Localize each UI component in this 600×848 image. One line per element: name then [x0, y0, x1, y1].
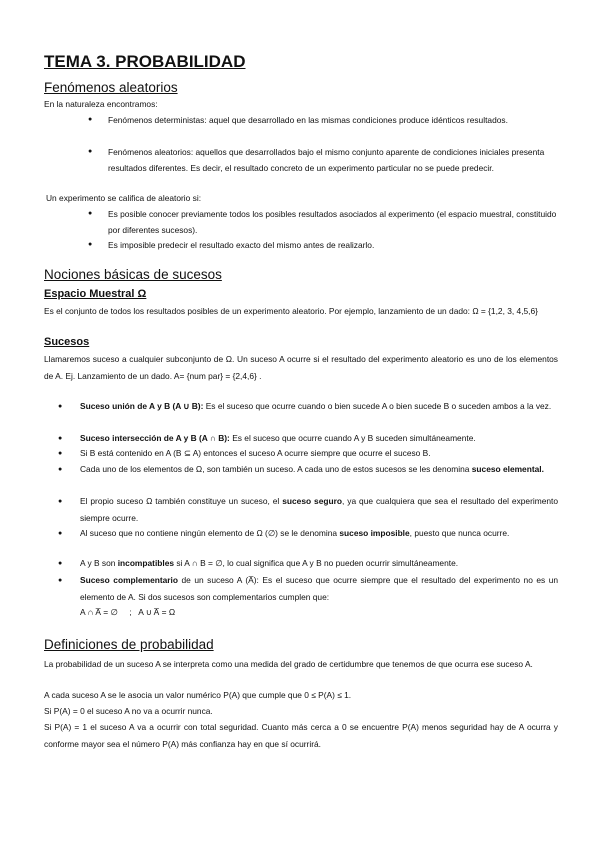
paragraph: Llamaremos suceso a cualquier subconjunto de Ω. Un suceso A ocurre si el resultado del experimento aleatorio es uno de los elementos de A. Ej. Lanzamiento de un dado. A= {num par} = {2,4,6} . — [44, 354, 558, 381]
heading-definiciones: Definiciones de probabilidad — [44, 637, 214, 652]
page-title: TEMA 3. PROBABILIDAD — [44, 52, 246, 71]
list-item: ● Es posible conocer previamente todos los posibles resultados asociados al experimento (el espacio muestral, constituido por diferentes sucesos). — [108, 206, 558, 238]
paragraph: La probabilidad de un suceso A se interpreta como una medida del grado de certidumbre que tenemos de que ocurra ese suceso A. — [44, 659, 533, 669]
heading-sucesos: Sucesos — [44, 336, 90, 348]
list-item: ● Fenómenos deterministas: aquel que desarrollado en las mismas condiciones produce idénticos resultados. — [108, 112, 558, 128]
heading-espacio-muestral: Espacio Muestral Ω — [44, 288, 147, 300]
list-item: ● Cada uno de los elementos de Ω, son también un suceso. A cada uno de estos sucesos se les denomina suceso elemental. — [80, 461, 558, 478]
list-item: ● Fenómenos aleatorios: aquellos que desarrollados bajo el mismo conjunto aparente de condiciones iniciales presenta resultados diferentes. Es decir, el resultado concreto de un experimento particular no se puede predecir. — [108, 144, 558, 176]
paragraph: A cada suceso A se le asocia un valor numérico P(A) que cumple que 0 ≤ P(A) ≤ 1. — [44, 690, 352, 700]
formula: A ∩ A̅ = ∅ ; A ∪ A̅ = Ω — [80, 607, 176, 617]
paragraph: Un experimento se califica de aleatorio si: — [46, 193, 202, 203]
heading-fenomenos: Fenómenos aleatorios — [44, 80, 178, 95]
list-item: ● Suceso unión de A y B (A ∪ B): Es el suceso que ocurre cuando o bien sucede A o bien sucede B o suceden ambos a la vez. — [80, 398, 558, 415]
paragraph: Si P(A) = 0 el suceso A no va a ocurrir nunca. — [44, 706, 213, 716]
list-item: ● El propio suceso Ω también constituye un suceso, el suceso seguro, ya que cualquiera que sea el resultado del experimento siempre ocurre. — [80, 493, 558, 527]
list-item: ● Al suceso que no contiene ningún elemento de Ω (∅) se le denomina suceso imposible, puesto que nunca ocurre. — [80, 525, 558, 542]
list-item: ● Suceso intersección de A y B (A ∩ B): Es el suceso que ocurre cuando A y B suceden simultáneamente. — [80, 430, 558, 447]
paragraph: Si P(A) = 1 el suceso A va a ocurrir con total seguridad. Cuanto más cerca a 0 se encuentre P(A) menos seguridad hay de A ocurra y conforme mayor sea el número P(A) más confianza hay en que sí ocurrirá. — [44, 722, 558, 749]
paragraph: Es el conjunto de todos los resultados posibles de un experimento aleatorio. Por ejemplo, lanzamiento de un dado: Ω = {1,2, 3, 4,5,6} — [44, 306, 538, 316]
list-item: ● Suceso complementario de un suceso A (A̅): Es el suceso que ocurre siempre que el resultado del experimento no es un elemento de A. Si dos sucesos son complementarios cumplen que: — [80, 572, 558, 606]
list-item: ● Es imposible predecir el resultado exacto del mismo antes de realizarlo. — [108, 237, 558, 253]
paragraph: En la naturaleza encontramos: — [44, 99, 158, 109]
list-item: ● A y B son incompatibles si A ∩ B = ∅, lo cual significa que A y B no pueden ocurrir simultáneamente. — [80, 555, 558, 572]
heading-nociones: Nociones básicas de sucesos — [44, 267, 222, 282]
list-item: ● Si B está contenido en A (B ⊆ A) entonces el suceso A ocurre siempre que ocurre el suceso B. — [80, 445, 558, 462]
